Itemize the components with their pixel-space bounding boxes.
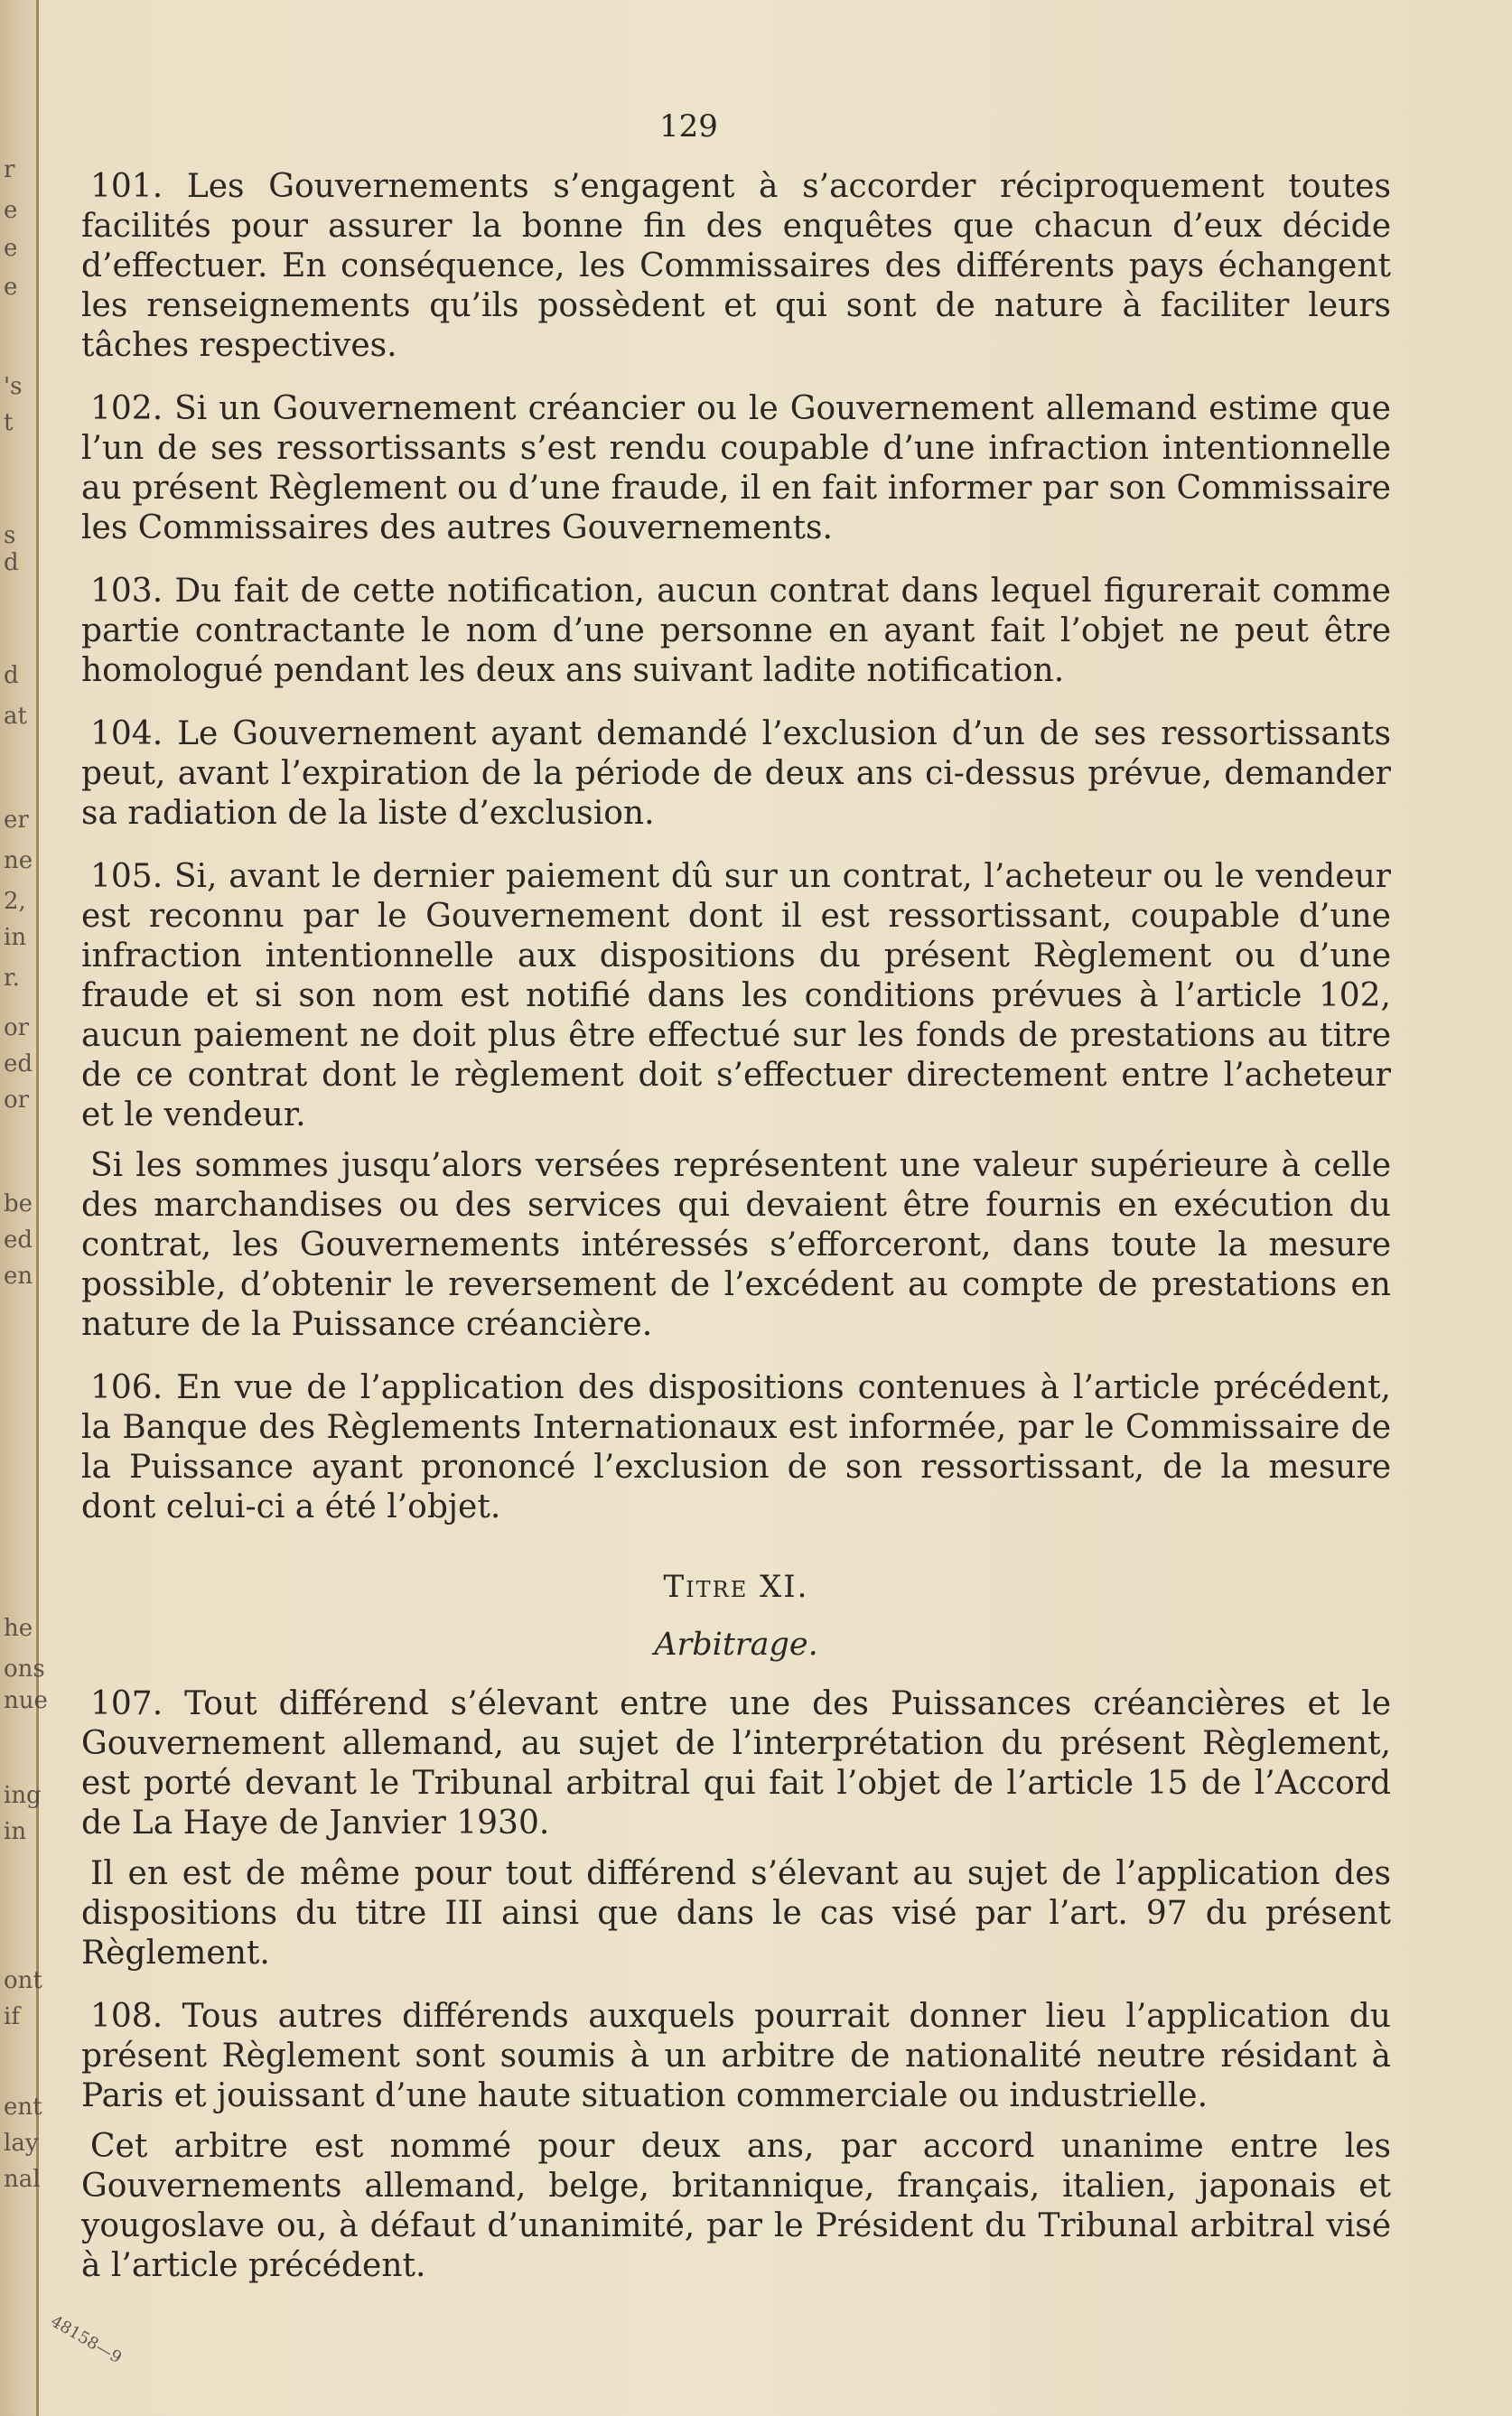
article-number: 105. <box>90 858 163 895</box>
printer-mark: 48158—9 <box>47 2311 126 2368</box>
article-number: 102. <box>90 390 163 427</box>
article-107-continued <box>81 1854 1391 1973</box>
article-text: Les Gouvernements s’engagent à s’accorder réciproquement toutes facilités pour assurer la bonne fin des enquêtes que chacun d’eux décide d’effectuer. En conséquence, les Commissaires des différents pays échangent les renseignements qu’ils possèdent et qui sont de nature à faciliter leurs tâches respectives. <box>81 168 1391 364</box>
article-text: En vue de l’application des dispositions contenues à l’article précédent, la Banque des Règlements Internationaux est informée, par le Commissaire de la Puissance ayant prononcé l’exclusion de son ressortissant, de la mesure dont celui-ci a été l’objet. <box>81 1369 1391 1525</box>
article-105-continued <box>81 1146 1391 1345</box>
article-text: Si les sommes jusqu’alors versées représentent une valeur supérieure à celle des marchandises ou des services qui devaient être fournis en exécution du contrat, les Gouvernements intéressés s’efforceront, dans toute la mesure possible, d’obtenir le reversement de l’excédent au compte de prestations en nature de la Puissance créancière. <box>81 1147 1391 1343</box>
article-101 <box>81 167 1391 366</box>
article-text: Si un Gouvernement créancier ou le Gouvernement allemand estime que l’un de ses ressortissants s’est rendu coupable d’une infraction intentionnelle au présent Règlement ou d’une fraude, il en fait informer par son Commissaire les Commissaires des autres Gouvernements. <box>81 390 1391 546</box>
article-107 <box>81 1684 1391 1843</box>
article-text: Tout différend s’élevant entre une des Puissances créancières et le Gouvernement allemand, au sujet de l’interprétation du présent Règlement, est porté devant le Tribunal arbitral qui fait l’objet de l’article 15 de l’Accord de La Haye de Janvier 1930. <box>81 1685 1391 1842</box>
article-number: 103. <box>90 573 163 610</box>
article-104 <box>81 714 1391 834</box>
article-number: 106. <box>90 1369 163 1406</box>
article-text: Si, avant le dernier paiement dû sur un contrat, l’acheteur ou le vendeur est reconnu par le Gouvernement dont il est ressortissant, coupable d’une infraction intentionnelle aux dispositions du présent Règlement ou d’une fraude et si son nom est notifié dans les conditions prévues à l’article 102, aucun paiement ne doit plus être effectué sur les fonds de prestations au titre de ce contrat dont le règlement doit s’effectuer directement entre l’acheteur et le vendeur. <box>81 858 1391 1133</box>
article-number: 107. <box>90 1685 163 1722</box>
page-number: 129 <box>659 108 718 145</box>
article-108-continued <box>81 2127 1391 2286</box>
article-text: Tous autres différends auxquels pourrait donner lieu l’application du présent Règlement sont soumis à un arbitre de nationalité neutre résidant à Paris et jouissant d’une haute situation commerciale ou industrielle. <box>81 1998 1391 2114</box>
main-text <box>81 167 1391 2309</box>
article-text: Cet arbitre est nommé pour deux ans, par accord unanime entre les Gouvernements allemand, belge, britannique, français, italien, japonais et yougoslave ou, à défaut d’unanimité, par le Président du Tribunal arbitral visé à l’article précédent. <box>81 2128 1391 2284</box>
section-subheading: Arbitrage. <box>654 1627 818 1663</box>
article-text: Du fait de cette notification, aucun contrat dans lequel figurerait comme partie contractante le nom d’une personne en ayant fait l’objet ne peut être homologué pendant les deux ans suivant ladite notification. <box>81 573 1391 689</box>
article-number: 108. <box>90 1998 163 2035</box>
article-102 <box>81 389 1391 548</box>
article-text: Il en est de même pour tout différend s’élevant au sujet de l’application des dispositions du titre III ainsi que dans le cas visé par l’art. 97 du présent Règlement. <box>81 1855 1391 1972</box>
article-number: 104. <box>90 715 163 752</box>
article-103 <box>81 572 1391 691</box>
article-106 <box>81 1368 1391 1527</box>
article-number: 101. <box>90 168 163 205</box>
article-105 <box>81 857 1391 1135</box>
document-page: r e e e 's t s d d at er ne 2, in r. or ed or be ed en he ons nue ing in ont if ent lay nal 129 101. Les Gouvernements s’engagent à s’accorder réciproquement toutes facilités pour assurer la bonne fin des enquêtes que chacun d’eux décide d’effectuer. En conséquence, les Commissaires des différents pays échangent les renseignements qu’ils possèdent et qui sont de nature à faciliter leurs tâches respectives. 102. Si un Gouvernement créancier ou le Gouvernement allemand estime que l’un de ses ressortissants s’est rendu coupable d’une infraction intentionnelle au présent Règlement ou d’une fraude, il en fait informer par son Commissaire les Commissaires des autres Gouvernements. 103. Du fait de cette notification, aucun contrat dans lequel figurerait comme partie contractante le nom d’une personne en ayant fait l’objet ne peut être homologué pendant les deux ans suivant ladite notification. 104. Le Gouvernement ayant demandé l’exclusion d’un de ses ressortissants peut, avant l’expiration de la période de deux ans ci-dessus prévue, demander sa radiation de la liste d’exclusion. 105. Si, avant le dernier paiement dû sur un contrat, l’acheteur ou le vendeur est reconnu par le Gouvernement dont il est ressortissant, coupable d’une infraction intentionnelle aux dispositions du présent Règlement ou d’une fraude et si son nom est notifié dans les conditions prévues à l’article 102, aucun paiement ne doit plus être effectué sur les fonds de prestations au titre de ce contrat dont le règlement doit s’effectuer directement entre l’acheteur et le vendeur. Si les sommes jusqu’alors versées représentent une valeur supérieure à celle des marchandises ou des services qui devaient être fournis en exécution du contrat, les Gouvernements intéressés s’efforceront, dans toute la mesure possible, d’obtenir le reversement de l’excédent au compte de prestations en nature de la Puissance créancière. 106. En vue de l’application des dispositions contenues à l’article précédent, la Banque des Règlements Internationaux est informée, par le Commissaire de la Puissance ayant prononcé l’exclusion de son ressortissant, de la mesure dont celui-ci a été l’objet. Titre XI. Arbitrage. 107. Tout différend s’élevant entre une des Puissances créancières et le Gouvernement allemand, au sujet de l’interprétation du présent Règlement, est porté devant le Tribunal arbitral qui fait l’objet de l’article 15 de l’Accord de La Haye de Janvier 1930. Il en est de même pour tout différend s’élevant au sujet de l’application des dispositions du titre III ainsi que dans le cas visé par l’art. 97 du présent Règlement. 108. Tous autres différends auxquels pourrait donner lieu l’application du présent Règlement sont soumis à un arbitre de nationalité neutre résidant à Paris et jouissant d’une haute situation commerciale ou industrielle. Cet arbitre est nommé pour deux ans, par accord unanime entre les Gouvernements allemand, belge, britannique, français, italien, japonais et yougoslave ou, à défaut d’unanimité, par le Président du Tribunal arbitral visé à l’article précédent. 48158—9 <box>0 0 1512 2416</box>
section-heading: Titre XI. <box>663 1569 809 1605</box>
article-text: Le Gouvernement ayant demandé l’exclusion d’un de ses ressortissants peut, avant l’expiration de la période de deux ans ci-dessus prévue, demander sa radiation de la liste d’exclusion. <box>81 715 1391 832</box>
article-108 <box>81 1997 1391 2116</box>
gutter-rule <box>36 0 39 2416</box>
